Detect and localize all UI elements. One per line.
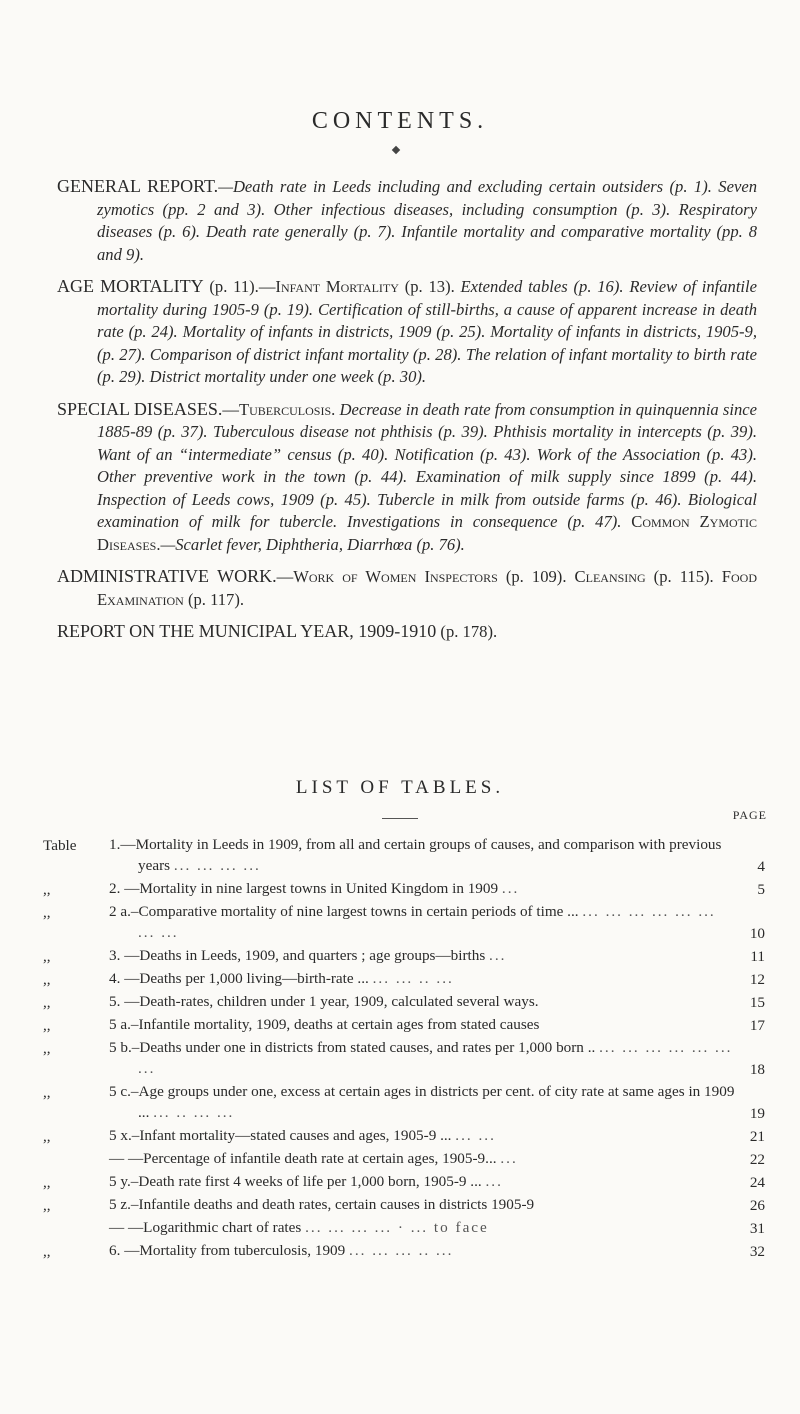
table-row [43,1194,765,1217]
dot-leaders: ... [501,880,520,897]
dot-leaders: ... ... ... .. ... [349,1242,454,1259]
entry-text: (p. 11).— [203,277,276,296]
entry-text: — [222,399,239,419]
table-label: ,, [43,948,51,965]
page-number: 21 [749,1128,765,1145]
table-description: — —Logarithmic chart of rates [109,1219,302,1236]
divider [382,818,418,819]
dot-leaders: ... [489,947,507,964]
entry-general-report [57,175,757,266]
table-description: 5 y.–Death rate first 4 weeks of life per 1,000 born, 1905-9 ... [109,1173,482,1190]
table-description: 4. —Deaths per 1,000 living—birth-rate ... [109,970,369,987]
table-row [43,878,765,901]
table-description: 3. —Deaths in Leeds, 1909, and quarters ; age groups—births [109,947,486,964]
entry-text: (p. 115). [645,567,722,586]
table-row [43,901,765,945]
entry-heading: REPORT ON THE MUNICIPAL YEAR, 1909-1910 [57,621,437,641]
table-row [43,1240,765,1263]
table-label: ,, [43,971,51,988]
entry-administrative-work [57,565,757,611]
page-number: 26 [749,1197,765,1214]
page-number: 24 [749,1174,765,1191]
dot-leaders: ... ... ... ... ... ... ... [138,1039,733,1077]
entry-special-diseases [57,398,757,557]
page-number: 15 [749,994,765,1011]
table-label: ,, [43,881,51,898]
table-label: ,, [43,1017,51,1034]
table-description: 1.—Mortality in Leeds in 1909, from all and certain groups of causes, and comparison with previous years [109,836,722,874]
dot-leaders: ... [485,1173,503,1190]
table-row [43,834,765,878]
table-row [43,1171,765,1194]
table-row [43,945,765,968]
table-description: — —Percentage of infantile death rate at certain ages, 1905-9... [109,1150,497,1167]
entry-subheading: Infant Mortality [275,277,399,296]
page-number: 19 [749,1105,765,1122]
page-column-heading: PAGE [732,808,767,822]
table-description: 5. —Death-rates, children under 1 year, 1909, calculated several ways. [109,993,539,1010]
table-label: ,, [43,994,51,1011]
entry-text: (p. 178). [436,622,498,641]
entry-text: — [276,567,294,586]
table-row [43,1014,765,1037]
entry-text: —Scarlet fever, Diphtheria, Diarrhœa (p. 76). [160,534,465,554]
table-description: 5 a.–Infantile mortality, 1909, deaths at certain ages from stated causes [109,1016,540,1033]
table-row [43,1037,765,1081]
tables-list [43,834,765,1263]
entry-subheading: Work of Women Inspectors [293,567,498,586]
page-number: 10 [749,925,765,942]
entry-municipal-year [57,620,757,644]
table-label: ,, [43,1040,51,1057]
page-number: 11 [750,948,765,965]
entry-text: Decrease in death rate from consumption in quinquennia since 1885-89 (p. 37). Tuberculous disease not phthisis (p. 39). Phthisis mortality in intercepts (p. 39). Want of an “intermediate” census (p. 40). Notification (p. 43). Work of the Association (p. 43). Other preventive work in the town (p. 44). Examination of milk supply since 1899 (p. 44). Inspection of Leeds cows, 1909 (p. 45). Tubercle in milk from outside farms (p. 46). Biological examination of milk for tubercle. Investigations in consequence (p. 47). [97,399,758,531]
page-number: 12 [749,971,765,988]
table-row [43,1081,765,1125]
table-row [43,1125,765,1148]
dot-leaders: ... [500,1150,518,1167]
entry-heading: AGE MORTALITY [57,276,204,296]
dot-leaders: ... ... [455,1127,496,1144]
table-row [43,991,765,1014]
dot-leaders: ... ... .. ... [372,970,454,987]
table-label: ,, [43,1174,51,1191]
contents-title: CONTENTS. [311,108,489,134]
entry-text: —Death rate in Leeds including and excluding certain outsiders (p. 1). Seven zymotics (pp. 2 and 3). Other infectious diseases, including consumption (p. 3). Respiratory diseases (p. 6). Death rate generally (p. 7). Infantile mortality and comparative mortality (pp. 8 and 9). [97,177,757,264]
page-number: 18 [749,1061,765,1078]
entry-heading: SPECIAL DISEASES. [57,398,223,419]
dot-leaders: ... ... ... ... [173,857,261,874]
table-label: ,, [43,904,51,921]
entry-heading: GENERAL REPORT. [57,176,219,196]
page-number: 4 [757,858,765,875]
diamond-ornament-icon [392,146,400,154]
table-row [43,968,765,991]
table-label: ,, [43,1084,51,1101]
page-number: 32 [749,1243,765,1260]
entry-subheading: Food Examination [97,567,757,609]
page-number: 5 [757,881,765,898]
entry-subheading: Tuberculosis. [239,399,336,419]
entry-text: Extended tables (p. 16). Review of infantile mortality during 1905-9 (p. 19). Certification of still-births, a cause of apparent increase in death rate (p. 24). Mortality of infants in districts, 1909 (p. 25). Mortality of infants in districts, 1905-9, (p. 27). Comparison of district infant mortality (p. 28). The relation of infant mortality to birth rate (p. 29). District mortality under one week (p. 30). [97,277,758,386]
table-description: 5 c.–Age groups under one, excess at certain ages in districts per cent. of city rate at same ages in 1909 ... [109,1083,735,1121]
table-description: 2. —Mortality in nine largest towns in United Kingdom in 1909 [109,880,499,897]
dot-leaders: ... ... ... ... · ... to face [305,1219,489,1236]
list-of-tables-title: LIST OF TABLES. [295,777,505,798]
entry-text: (p. 109). [497,567,575,586]
table-description: 5 b.–Deaths under one in districts from stated causes, and rates per 1,000 born .. [109,1039,596,1056]
entry-text: (p. 117). [183,589,245,609]
page-number: 22 [749,1151,765,1168]
entry-subheading: Cleansing [574,567,646,586]
entry-text: (p. 13). [398,277,461,296]
dot-leaders: ... .. ... ... [153,1104,235,1121]
contents-entries [57,175,757,653]
table-row [43,1148,765,1171]
table-description: 5 x.–Infant mortality—stated causes and ages, 1905-9 ... [109,1127,452,1144]
page-number: 31 [749,1220,765,1237]
entry-age-mortality [57,275,757,389]
table-description: 2 a.–Comparative mortality of nine largest towns in certain periods of time ... [109,903,579,920]
table-label: ,, [43,1243,51,1260]
entry-heading: ADMINISTRATIVE WORK. [57,566,277,586]
page-number: 17 [749,1017,765,1034]
table-label: ,, [43,1128,51,1145]
table-description: 5 z.–Infantile deaths and death rates, certain causes in districts 1905-9 [109,1196,535,1213]
table-description: 6. —Mortality from tuberculosis, 1909 [109,1242,346,1259]
table-label: Table [43,837,77,854]
table-row [43,1217,765,1240]
entry-subheading: Common Zymotic Diseases. [97,512,758,554]
table-label: ,, [43,1197,51,1214]
dot-leaders: ... ... ... ... ... ... ... ... [138,903,716,941]
